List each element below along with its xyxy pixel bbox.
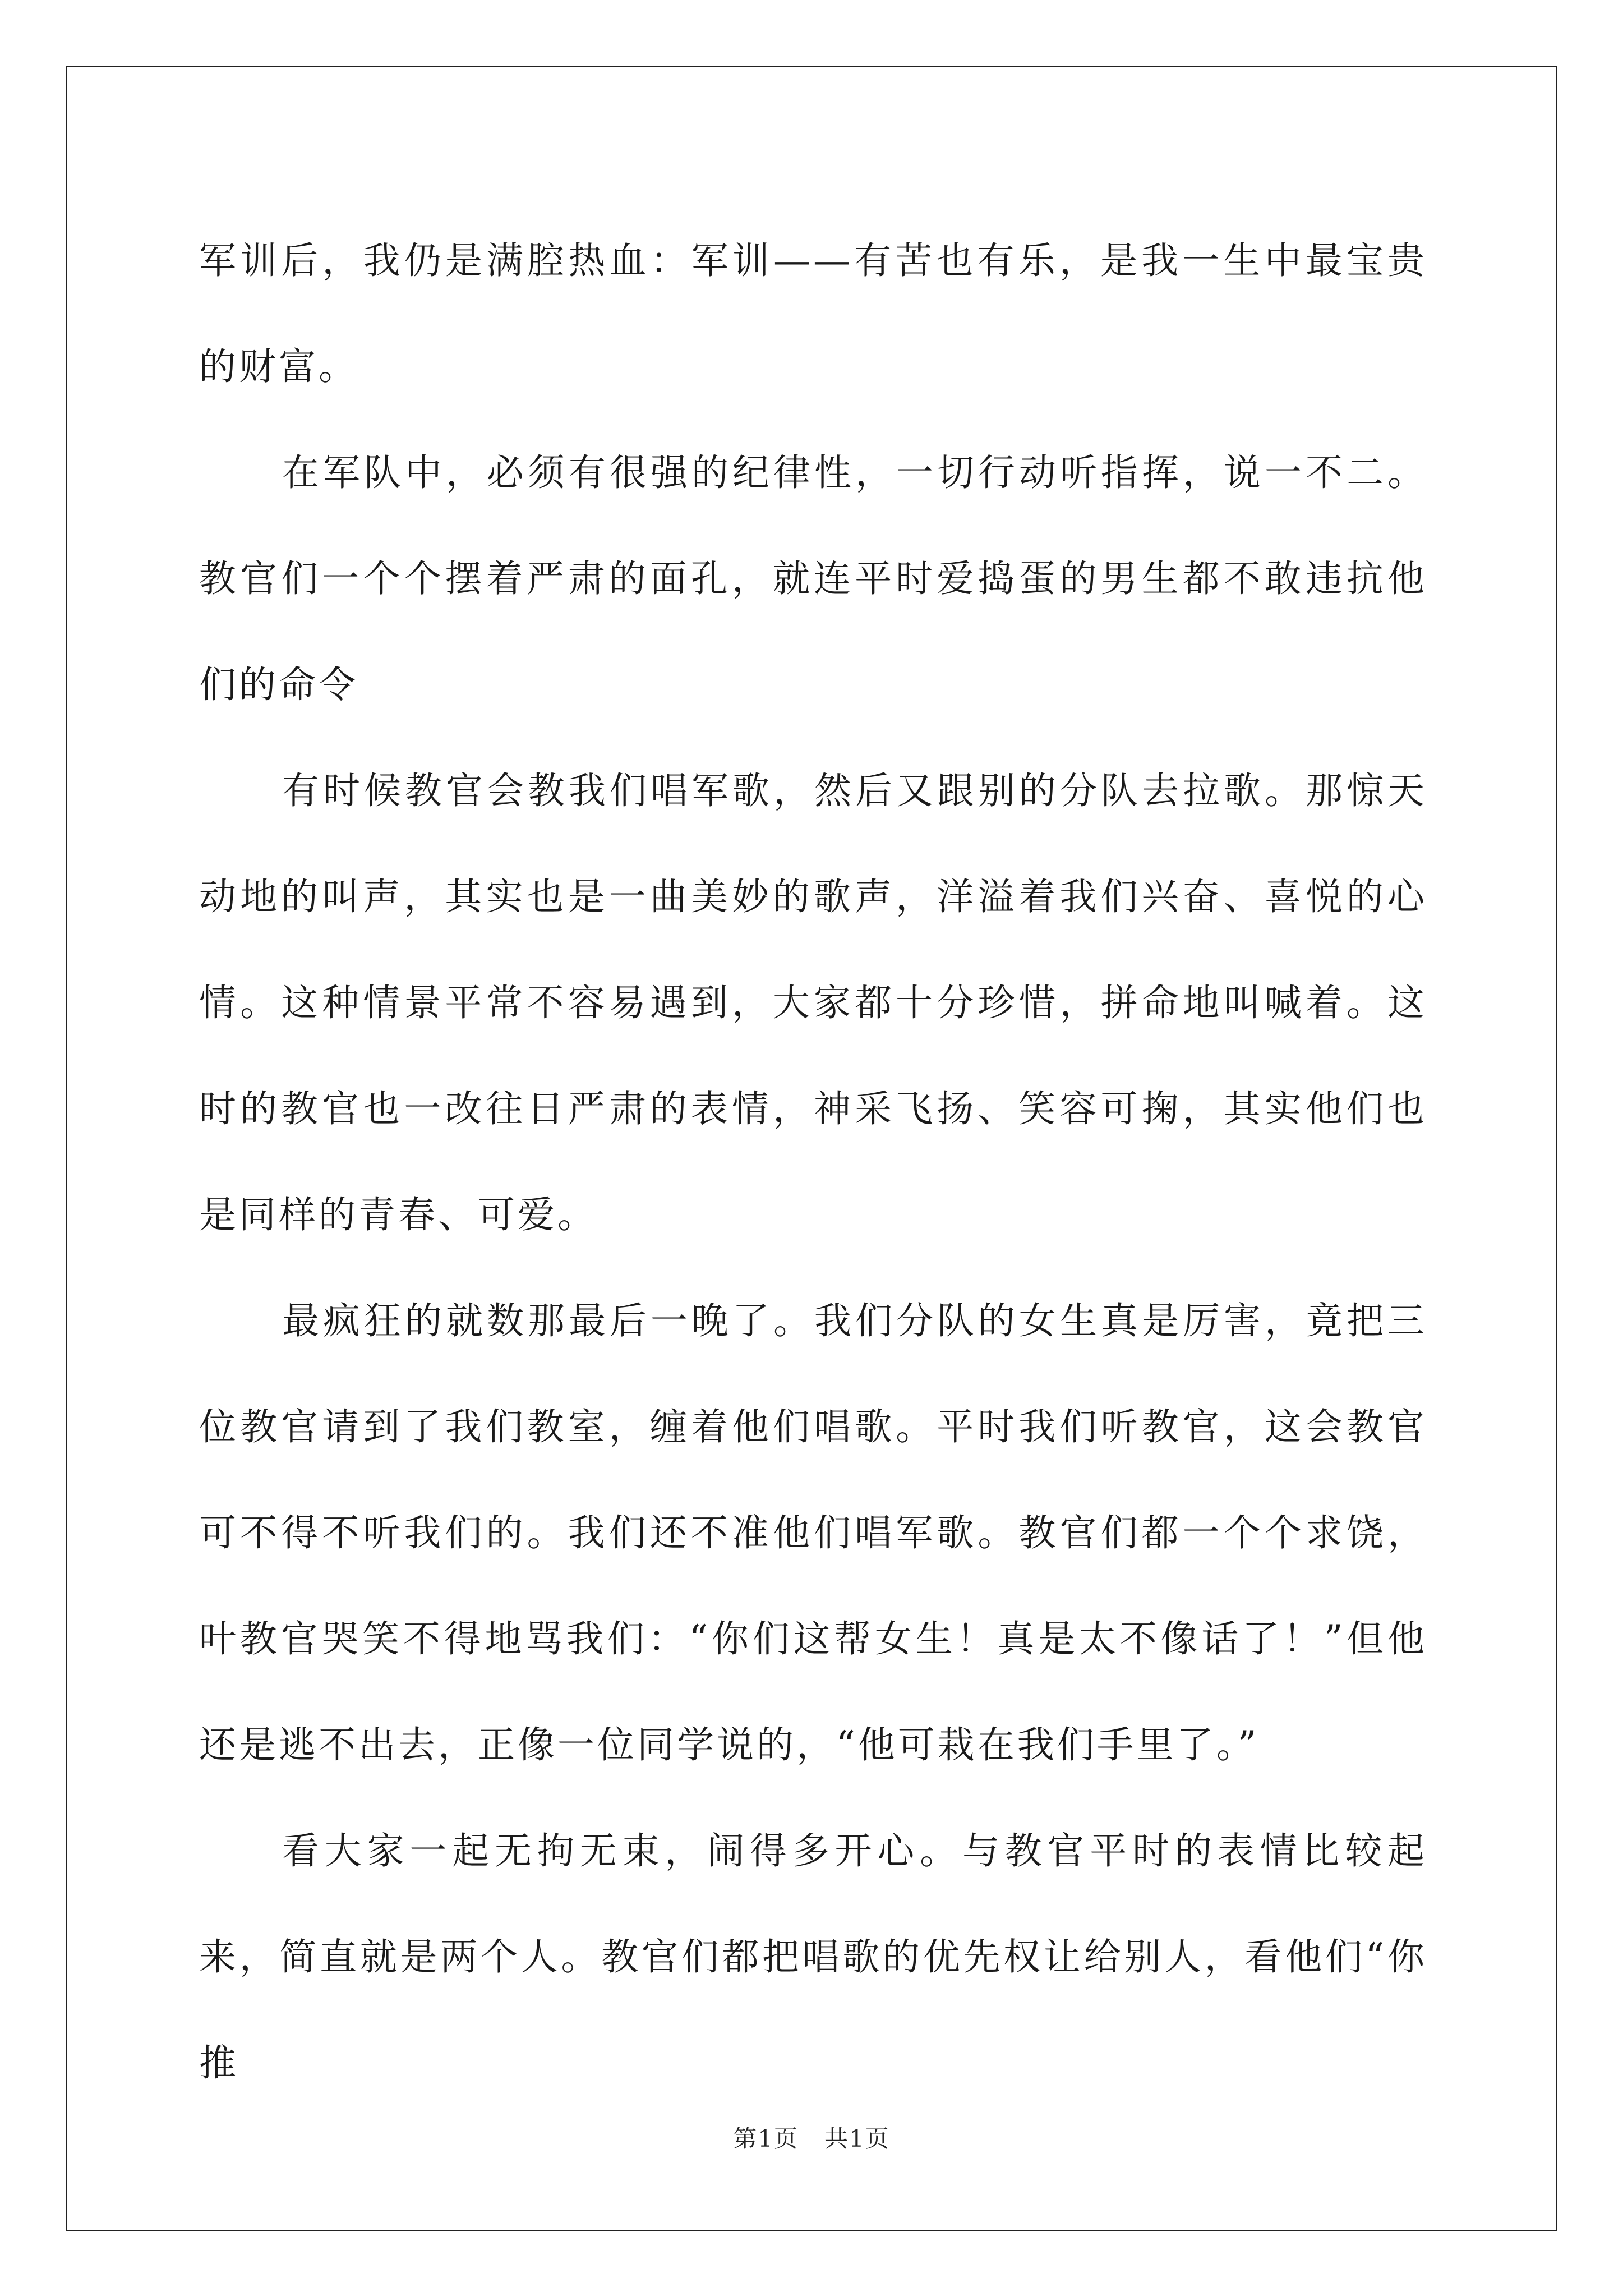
paragraph: 最疯狂的就数那最后一晚了。我们分队的女生真是厉害，竟把三位教官请到了我们教室，缠着他们唱歌。平时我们听教官，这会教官可不得不听我们的。我们还不准他们唱军歌。教官们都一个个求饶，叶教官哭笑不得地骂我们：“你们这帮女生！真是太不像话了！”但他还是逃不出去，正像一位同学说的，“他可栽在我们手里了。” [199, 1299, 1427, 1766]
document-body [199, 208, 1427, 2116]
page-total: 共1页 [824, 2125, 890, 2152]
page-footer [0, 2120, 1623, 2154]
paragraph: 有时候教官会教我们唱军歌，然后又跟别的分队去拉歌。那惊天动地的叫声，其实也是一曲美妙的歌声，洋溢着我们兴奋、喜悦的心情。这种情景平常不容易遇到，大家都十分珍惜，拼命地叫喊着。这时的教官也一改往日严肃的表情，神采飞扬、笑容可掬，其实他们也是同样的青春、可爱。 [199, 769, 1427, 1236]
paragraph: 看大家一起无拘无束，闹得多开心。与教官平时的表情比较起来，简直就是两个人。教官们都把唱歌的优先权让给别人，看他们“你推 [199, 1829, 1427, 2085]
paragraph: 在军队中，必须有很强的纪律性，一切行动听指挥，说一不二。教官们一个个摆着严肃的面孔，就连平时爱捣蛋的男生都不敢违抗他们的命令 [199, 451, 1427, 706]
page-number: 第1页 [733, 2125, 799, 2152]
paragraph: 军训后，我仍是满腔热血：军训——有苦也有乐，是我一生中最宝贵的财富。 [199, 239, 1427, 388]
